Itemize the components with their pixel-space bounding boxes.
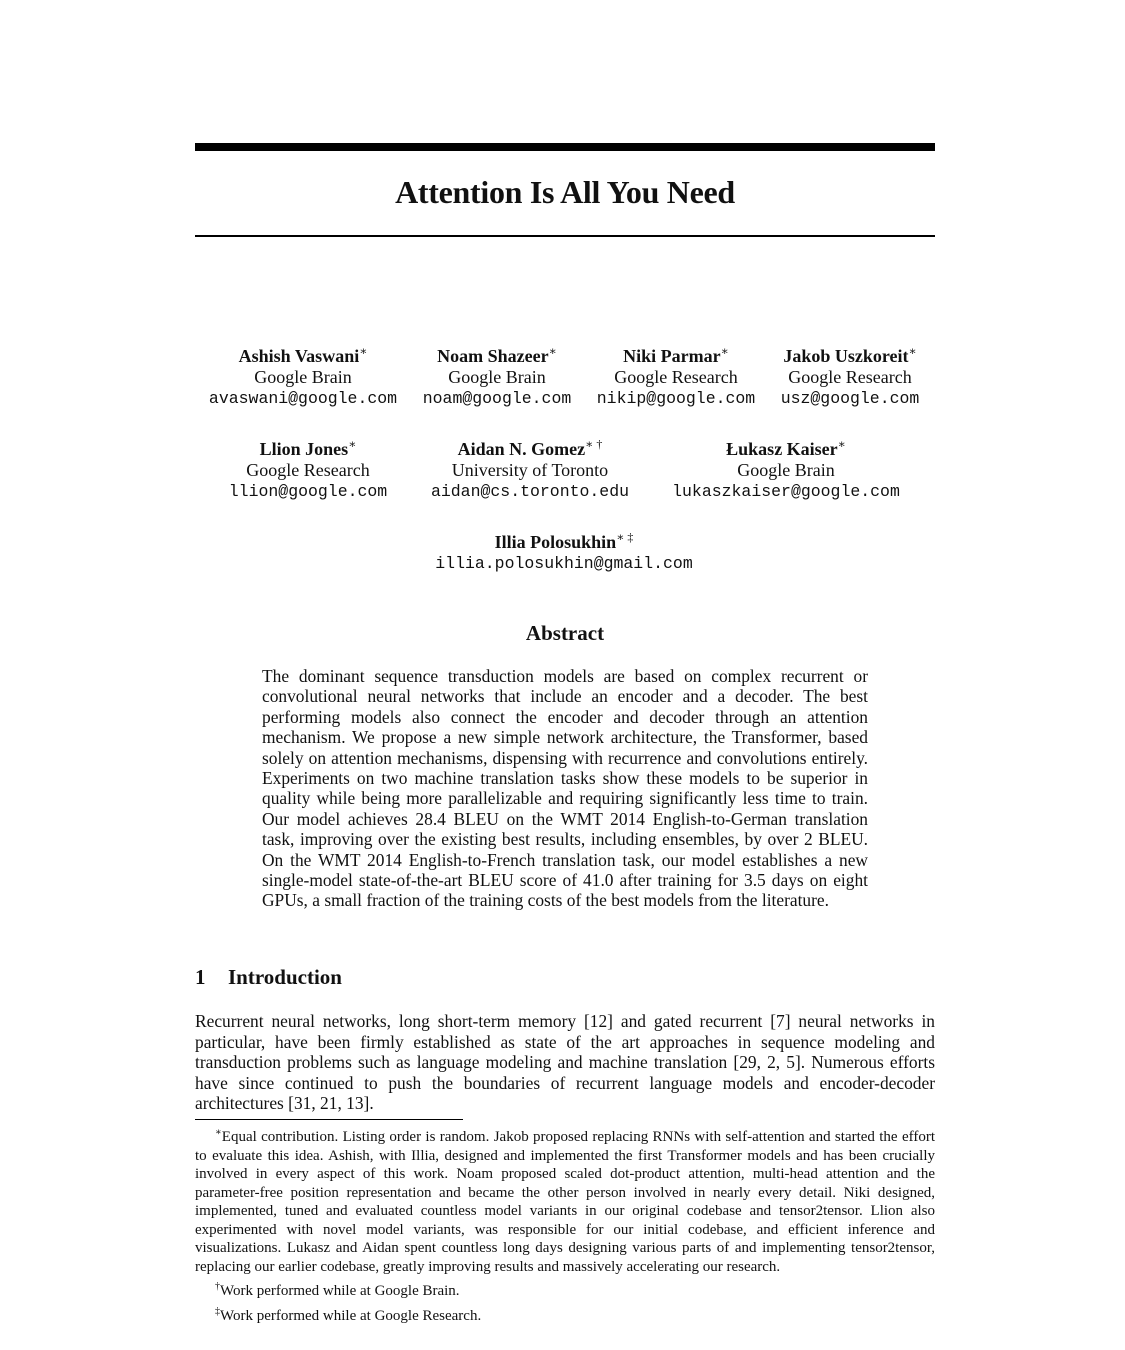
title-top-rule (195, 143, 935, 151)
author-name: Jakob Uszkoreit (783, 346, 909, 366)
author-affiliation: Google Research (614, 367, 738, 387)
author-name: Illia Polosukhin (494, 532, 617, 552)
author-mark: ∗ † (585, 437, 603, 451)
author-mark: ∗ (359, 344, 368, 358)
author-email[interactable]: illia.polosukhin@gmail.com (435, 554, 693, 573)
title-bottom-rule (195, 235, 935, 237)
footnote-mark: ∗ (215, 1127, 222, 1138)
author-name: Aidan N. Gomez (457, 439, 586, 459)
author-name: Ashish Vaswani (238, 346, 360, 366)
abstract-heading: Abstract (525, 621, 605, 645)
author-mark: ∗ (348, 437, 357, 451)
author-name: Noam Shazeer (437, 346, 549, 366)
author-email[interactable]: avaswani@google.com (208, 389, 398, 408)
footnote (195, 1278, 935, 1301)
author-block (781, 341, 920, 409)
footnote-mark: † (215, 1281, 220, 1292)
author-affiliation: Google Research (788, 367, 912, 387)
section-title: Introduction (228, 965, 342, 989)
author-name: Niki Parmar (623, 346, 721, 366)
author-email[interactable]: lukaszkaiser@google.com (672, 482, 900, 501)
author-name: Llion Jones (259, 439, 349, 459)
author-block (423, 341, 572, 409)
author-email[interactable]: nikip@google.com (596, 389, 756, 408)
author-email[interactable]: llion@google.com (228, 482, 388, 501)
author-affiliation: Google Brain (737, 460, 835, 480)
author-mark: ∗ (837, 437, 846, 451)
footnote-text: Work performed while at Google Research. (220, 1307, 482, 1324)
author-mark: ∗ (548, 344, 557, 358)
author-affiliation: Google Research (246, 460, 370, 480)
footnotes (195, 1124, 935, 1325)
author-affiliation: Google Brain (448, 367, 546, 387)
author-block (229, 434, 387, 502)
paper-title: Attention Is All You Need (395, 174, 735, 210)
author-block (209, 341, 397, 409)
author-email[interactable]: usz@google.com (780, 389, 920, 408)
author-mark: ∗ (720, 344, 729, 358)
footnote-mark: ‡ (215, 1305, 220, 1317)
footnote (195, 1124, 935, 1276)
author-mark: ∗ (908, 344, 917, 358)
author-affiliation: Google Brain (254, 367, 352, 387)
footnote (195, 1303, 935, 1326)
footnote-text: Work performed while at Google Brain. (220, 1283, 460, 1299)
author-email[interactable]: noam@google.com (422, 389, 572, 408)
abstract-text: The dominant sequence transduction models are based on complex recurrent or convolutional neural networks that include an encoder and a decoder. The best performing models also connect the encoder and decoder through an attention mechanism. We propose a new simple network architecture, the Transformer, based solely on attention mechanisms, dispensing with recurrence and convolutions entirely. Experiments on two machine translation tasks show these models to be superior in quality while being more parallelizable and requiring significantly less time to train. Our model achieves 28.4 BLEU on the WMT 2014 English-to-German translation task, improving over the existing best results, including ensembles, by over 2 BLEU. On the WMT 2014 English-to-French translation task, our model establishes a new single-model state-of-the-art BLEU score of 41.0 after training for 3.5 days on eight GPUs, a small fraction of the training costs of the best models from the literature. (262, 666, 868, 911)
author-mark: ∗ ‡ (616, 530, 634, 544)
author-block (431, 434, 629, 502)
author-block (435, 527, 692, 574)
introduction-text: Recurrent neural networks, long short-term memory [12] and gated recurrent [7] neural networks in particular, have been firmly established as state of the art approaches in sequence modeling and transduction problems such as language modeling and machine translation [29, 2, 5]. Numerous efforts have since continued to push the boundaries of recurrent language models and encoder-decoder architectures [31, 21, 13]. (195, 1011, 935, 1113)
author-affiliation: University of Toronto (451, 460, 609, 480)
author-block (597, 341, 755, 409)
author-block (672, 434, 900, 502)
section-heading (195, 965, 342, 990)
footnote-text: Equal contribution. Listing order is random. Jakob proposed replacing RNNs with self-attention and started the effort to evaluate this idea. Ashish, with Illia, designed and implemented the first Transformer models and has been crucially involved in every aspect of this work. Noam proposed scaled dot-product attention, multi-head attention and the parameter-free position representation and became the other person involved in nearly every detail. Niki designed, implemented, tuned and evaluated countless model variants in our original codebase and tensor2tensor. Llion also experimented with novel model variants, was responsible for our initial codebase, and efficient inference and visualizations. Lukasz and Aidan spent countless long days designing various parts of and implementing tensor2tensor, replacing our earlier codebase, greatly improving results and massively accelerating our research. (195, 1129, 935, 1275)
section-number: 1 (195, 965, 206, 989)
author-email[interactable]: aidan@cs.toronto.edu (430, 482, 630, 501)
footnote-divider (195, 1119, 463, 1120)
author-name: Łukasz Kaiser (726, 439, 838, 459)
